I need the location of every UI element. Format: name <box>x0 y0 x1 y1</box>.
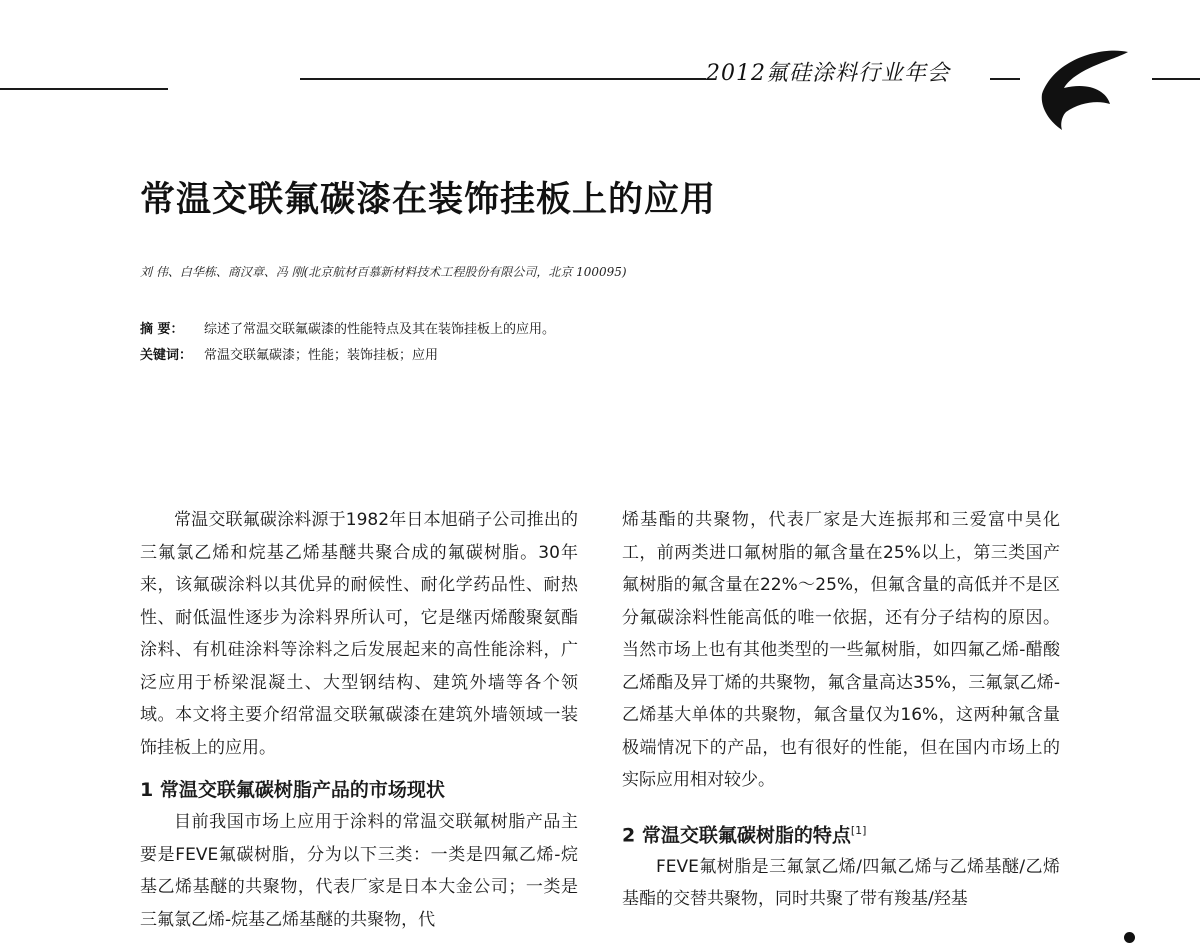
intro-paragraph: 常温交联氟碳涂料源于1982年日本旭硝子公司推出的三氟氯乙烯和烷基乙烯基醚共聚合成的氟碳树脂。30年来，该氟碳涂料以其优异的耐候性、耐化学药品性、耐热性、耐低温性逐步为涂料界所认可，它是继丙烯酸聚氨酯涂料、有机硅涂料等涂料之后发展起来的高性能涂料，广泛应用于桥梁混凝土、大型钢结构、建筑外墙等各个领域。本文将主要介绍常温交联氟碳漆在建筑外墙领域一装饰挂板上的应用。 <box>140 510 578 758</box>
section-2-heading <box>622 815 1060 851</box>
left-column <box>140 504 578 936</box>
abstract <box>140 318 555 337</box>
header-rule-middle <box>300 78 706 80</box>
header-rule-mid2 <box>990 78 1020 80</box>
section-2-paragraph: FEVE氟树脂是三氟氯乙烯/四氟乙烯与乙烯基醚/乙烯基酯的交替共聚物，同时共聚了带有羧基/羟基 <box>622 856 1060 910</box>
abstract-label: 摘 要： <box>140 322 184 337</box>
page-marker-dot <box>1124 932 1135 943</box>
keywords-label: 关键词： <box>140 348 193 363</box>
article-title: 常温交联氟碳漆在装饰挂板上的应用 <box>140 180 717 220</box>
keywords-text: 常温交联氟碳漆；性能；装饰挂板；应用 <box>204 348 439 363</box>
author-line: 刘 伟、白华栋、商汉章、冯 刚(北京航材百慕新材料技术工程股份有限公司，北京 100095) <box>140 265 627 279</box>
section-1-heading: 1 常温交联氟碳树脂产品的市场现状 <box>140 779 445 801</box>
section-2-citation: [1] <box>850 823 867 837</box>
keywords <box>140 344 438 363</box>
right-column <box>622 504 1060 916</box>
header-rule-right <box>1152 78 1200 80</box>
conference-logo-icon <box>1036 42 1132 132</box>
continued-paragraph: 烯基酯的共聚物，代表厂家是大连振邦和三爱富中昊化工，前两类进口氟树脂的氟含量在25%以上，第三类国产氟树脂的氟含量在22%～25%，但氟含量的高低并不是区分氟碳涂料性能高低的唯一依据，还有分子结构的原因。当然市场上也有其他类型的一些氟树脂，如四氟乙烯-醋酸乙烯酯及异丁烯的共聚物，氟含量高达35%，三氟氯乙烯-乙烯基大单体的共聚物，氟含量仅为16%，这两种氟含量极端情况下的产品，也有很好的性能，但在国内市场上的实际应用相对较少。 <box>622 510 1060 790</box>
abstract-text: 综述了常温交联氟碳漆的性能特点及其在装饰挂板上的应用。 <box>204 322 556 337</box>
section-1-paragraph: 目前我国市场上应用于涂料的常温交联氟树脂产品主要是FEVE氟碳树脂，分为以下三类：一类是四氟乙烯-烷基乙烯基醚的共聚物，代表厂家是日本大金公司；一类是三氟氯乙烯-烷基乙烯基醚的共聚物，代 <box>140 812 578 930</box>
section-2-heading-text: 2 常温交联氟碳树脂的特点 <box>622 823 851 846</box>
running-head: 2012氟硅涂料行业年会 <box>706 61 950 86</box>
header-rule-left <box>0 88 168 90</box>
